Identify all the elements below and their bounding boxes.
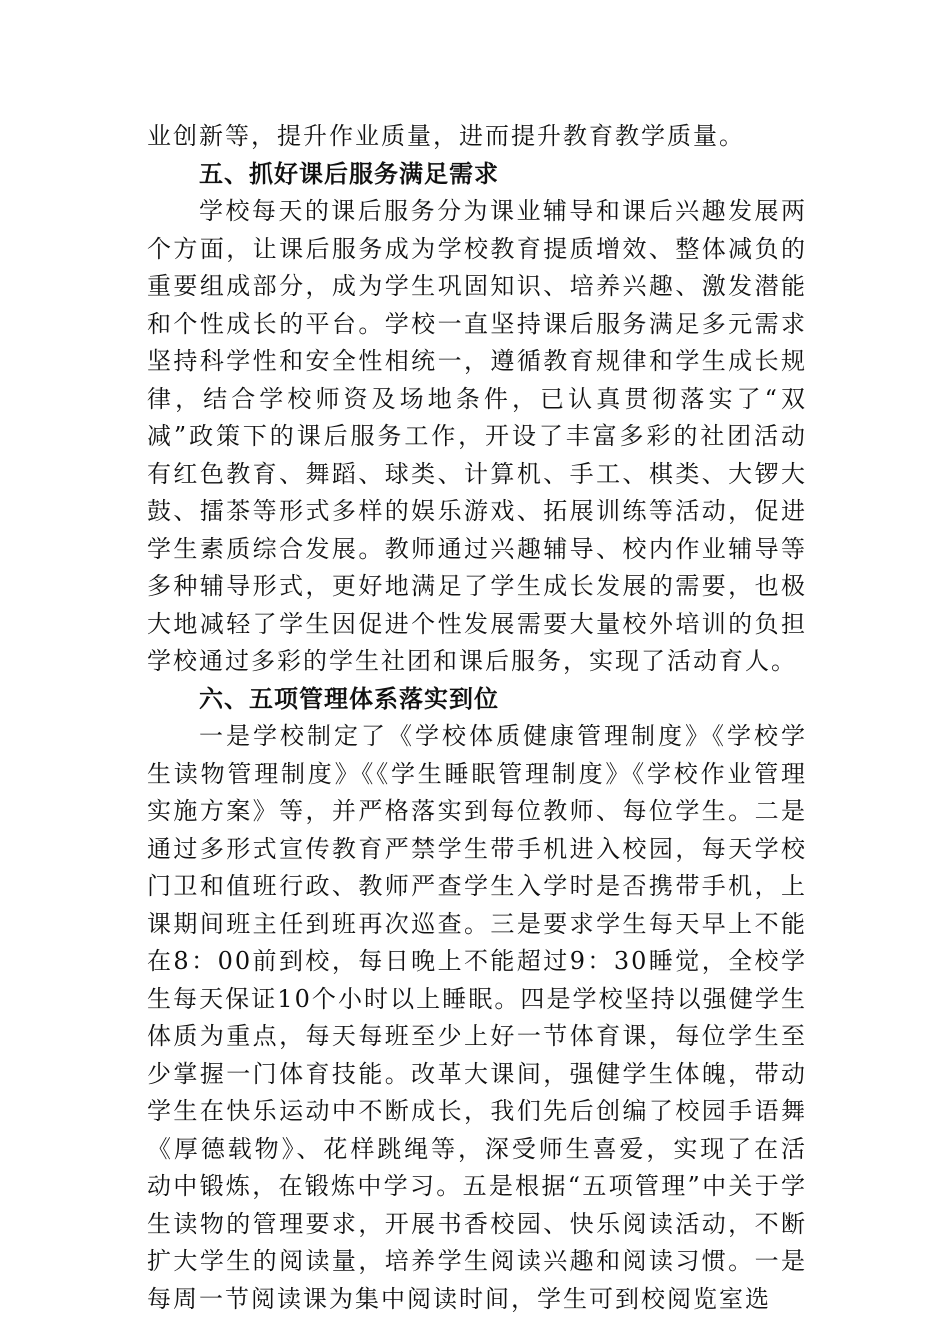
document-body — [147, 118, 807, 1318]
paragraph-continuation: 业创新等，提升作业质量，进而提升教育教学质量。 — [147, 122, 745, 150]
section-heading-6: 六、五项管理体系落实到位 — [199, 684, 499, 713]
paragraph-five-management: 一是学校制定了《学校体质健康管理制度》《学校学生读物管理制度》《《学生睡眠管理制度》《学校作业管理实施方案》等，并严格落实到每位教师、每位学生。二是通过多形式宣传教育严禁学生带手机进入校园，每天学校门卫和值班行政、教师严查学生入学时是否携带手机，上课期间班主任到班再次巡查。三是要求学生每天早上不能在8：00前到校，每日晚上不能超过9：30睡觉，全校学生每天保证10个小时以上睡眠。四是学校坚持以强健学生体质为重点，每天每班至少上好一节体育课，每位学生至少掌握一门体育技能。改革大课间，强健学生体魄，带动学生在快乐运动中不断成长，我们先后创编了校园手语舞《厚德载物》、花样跳绳等，深受师生喜爱，实现了在活动中锻炼，在锻炼中学习。五是根据“五项管理”中关于学生读物的管理要求，开展书香校园、快乐阅读活动，不断扩大学生的阅读量，培养学生阅读兴趣和阅读习惯。一是每周一节阅读课为集中阅读时间，学生可到校阅览室选 — [147, 722, 807, 1313]
paragraph-after-school-service: 学校每天的课后服务分为课业辅导和课后兴趣发展两个方面，让课后服务成为学校教育提质增效、整体减负的重要组成部分，成为学生巩固知识、培养兴趣、激发潜能和个性成长的平台。学校一直坚持课后服务满足多元需求坚持科学性和安全性相统一，遵循教育规律和学生成长规律，结合学校师资及场地条件，已认真贯彻落实了“双减”政策下的课后服务工作，开设了丰富多彩的社团活动有红色教育、舞蹈、球类、计算机、手工、棋类、大锣大鼓、擂茶等形式多样的娱乐游戏、拓展训练等活动，促进学生素质综合发展。教师通过兴趣辅导、校内作业辅导等多种辅导形式，更好地满足了学生成长发展的需要，也极大地减轻了学生因促进个性发展需要大量校外培训的负担学校通过多彩的学生社团和课后服务，实现了活动育人。 — [147, 197, 807, 675]
section-heading-5: 五、抓好课后服务满足需求 — [199, 159, 499, 188]
